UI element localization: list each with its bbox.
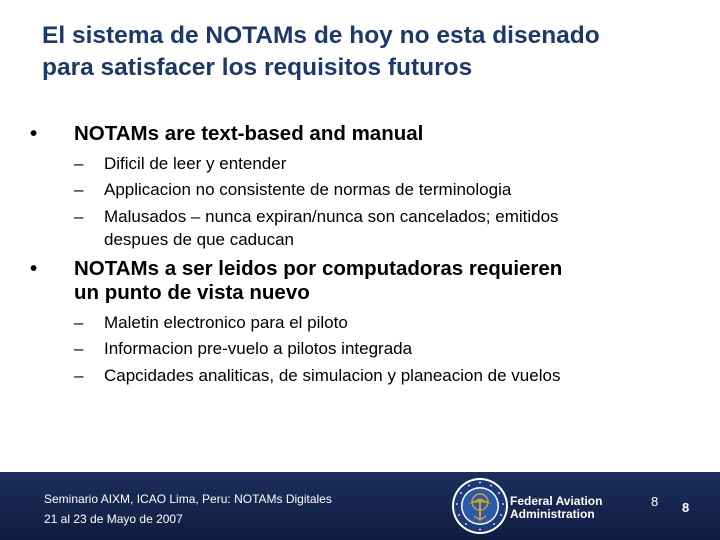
faa-name-line-2: Administration [510, 507, 595, 521]
bullet-text: un punto de vista nuevo [74, 281, 310, 304]
faa-seal-icon [450, 476, 510, 536]
sub-bullet-text: despues de que caducan [104, 230, 294, 249]
dash-marker: – [74, 313, 84, 332]
sub-bullet-text: Dificil de leer y entender [104, 154, 287, 173]
dash-marker: – [74, 339, 84, 358]
dash-marker: – [74, 366, 84, 385]
page-number: 8 [682, 500, 690, 515]
bullet-text: NOTAMs are text-based and manual [74, 122, 424, 145]
sub-bullet-text: Maletin electronico para el piloto [104, 313, 348, 332]
dash-marker: – [74, 180, 84, 199]
title-line-1: El sistema de NOTAMs de hoy no esta disenado [42, 22, 600, 49]
page-number-small: 8 [651, 494, 659, 509]
faa-name [510, 495, 602, 521]
footer-event-info [44, 489, 332, 529]
sub-bullet-text: Malusados – nunca expiran/nunca son cancelados; emitidos [104, 207, 559, 226]
footer-bar [0, 472, 720, 540]
bullet-marker: • [30, 122, 38, 145]
sub-bullet-text: Capcidades analiticas, de simulacion y planeacion de vuelos [104, 366, 561, 385]
bullet-marker: • [30, 257, 38, 280]
slide-title [42, 20, 702, 84]
footer-seminar: Seminario AIXM, ICAO Lima, Peru: NOTAMs Digitales [44, 492, 332, 506]
footer-dates: 21 al 23 de Mayo de 2007 [44, 512, 183, 526]
dash-marker: – [74, 207, 84, 226]
title-line-2: para satisfacer los requisitos futuros [42, 54, 473, 81]
dash-marker: – [74, 154, 84, 173]
faa-name-line-1: Federal Aviation [510, 494, 603, 508]
sub-bullet-text: Applicacion no consistente de normas de terminologia [104, 180, 512, 199]
bullet-text: NOTAMs a ser leidos por computadoras requieren [74, 257, 563, 280]
sub-bullet-text: Informacion pre-vuelo a pilotos integrada [104, 339, 413, 358]
